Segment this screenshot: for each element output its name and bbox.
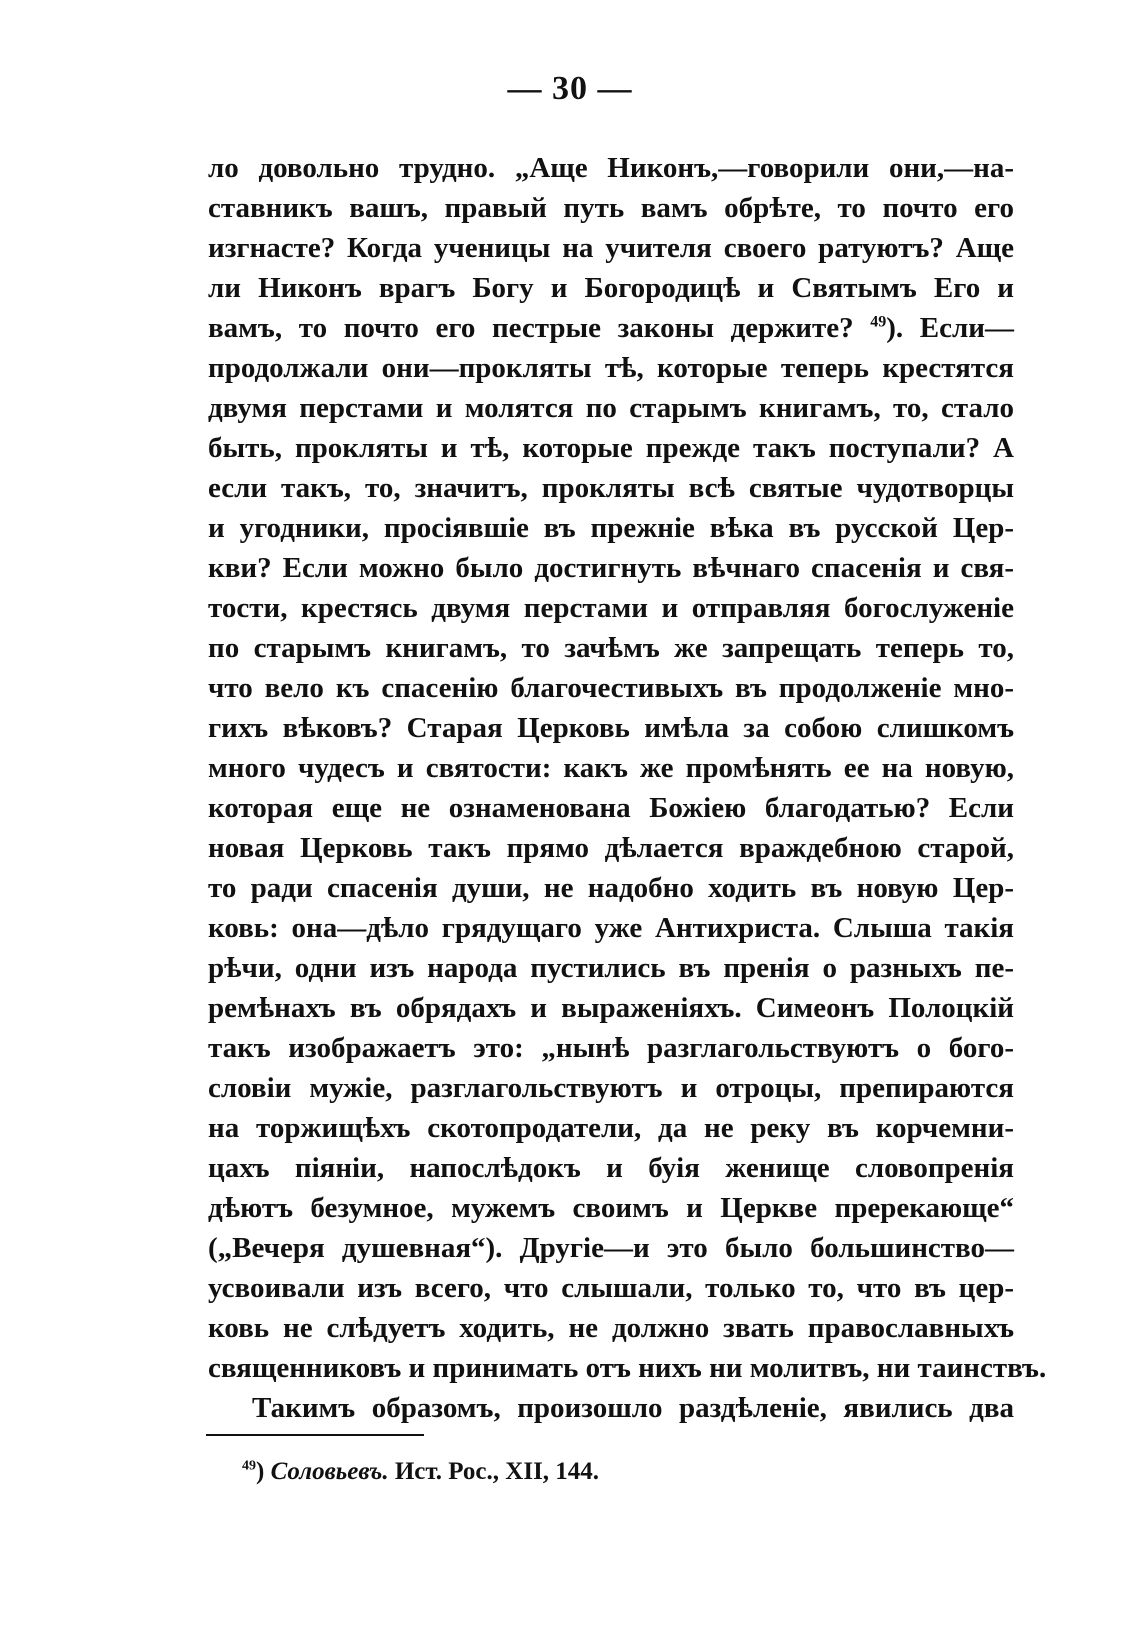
- text-line: новая Церковь такъ прямо дѣлается враждебною старой,: [208, 832, 1014, 864]
- text-line: если такъ, то, значитъ, прокляты всѣ святые чудотворцы: [208, 472, 1014, 504]
- text-line: ремѣнахъ въ обрядахъ и выраженіяхъ. Симеонъ Полоцкій: [208, 992, 1014, 1024]
- text-line-part: ). Если—: [886, 312, 1014, 344]
- footnote-reference: 49: [870, 313, 887, 331]
- text-line-paragraph-start: Такимъ образомъ, произошло раздѣленіе, явились два: [252, 1392, 1014, 1424]
- text-line: и угодники, просіявшіе въ прежніе вѣка въ русской Цер-: [208, 512, 1014, 544]
- text-line: словіи мужіе, разглагольствуютъ и отроцы, препираются: [208, 1072, 1014, 1104]
- text-line: дѣютъ безумное, мужемъ своимъ и Церкве пререкающе“: [208, 1192, 1014, 1224]
- text-line: по старымъ книгамъ, то зачѣмъ же запрещать теперь то,: [208, 632, 1014, 664]
- text-line: тости, крестясь двумя перстами и отправляя богослуженіе: [208, 592, 1014, 624]
- text-line: священниковъ и принимать отъ нихъ ни молитвъ, ни таинствъ.: [208, 1352, 1047, 1384]
- text-line: ставникъ вашъ, правый путь вамъ обрѣте, то почто его: [208, 192, 1014, 224]
- text-line-part: вамъ, то почто его пестрые законы держите?: [208, 312, 854, 344]
- footnote-paren: ): [256, 1458, 265, 1485]
- footnote-number: 49: [242, 1458, 256, 1474]
- text-line: изгнасте? Когда ученицы на учителя своего ратуютъ? Аще: [208, 232, 1014, 264]
- text-line: („Вечеря душевная“). Другіе—и это было большинство—: [208, 1232, 1014, 1264]
- body-text: [208, 148, 1047, 1428]
- text-line: усвоивали изъ всего, что слышали, только то, что въ цер-: [208, 1272, 1014, 1304]
- text-line: ло довольно трудно. „Аще Никонъ,—говорили они,—на-: [208, 152, 1014, 184]
- text-line: на торжищѣхъ скотопродатели, да не реку въ корчемни-: [208, 1112, 1014, 1144]
- text-line: такъ изображаетъ это: „нынѣ разглагольствуютъ о бого-: [208, 1032, 1014, 1064]
- text-line: ковь: она—дѣло грядущаго уже Антихриста. Слыша такія: [208, 912, 1014, 944]
- text-line: быть, прокляты и тѣ, которые прежде такъ поступали? А: [208, 432, 1014, 464]
- text-line: то ради спасенія души, не надобно ходить въ новую Цер-: [208, 872, 1014, 904]
- text-line: цахъ піяніи, напослѣдокъ и буія женище словопренія: [208, 1152, 1014, 1184]
- text-line: продолжали они—прокляты тѣ, которые теперь крестятся: [208, 352, 1014, 384]
- footnote: [242, 1458, 599, 1486]
- footnote-divider: [206, 1434, 424, 1436]
- text-line: которая еще не ознаменована Божіею благодатью? Если: [208, 792, 1014, 824]
- text-line-with-ref: [208, 308, 1014, 348]
- footnote-source: Ист. Рос., XII, 144.: [394, 1458, 600, 1485]
- text-line: что вело къ спасенію благочестивыхъ въ продолженіе мно-: [208, 672, 1014, 704]
- text-line: гихъ вѣковъ? Старая Церковь имѣла за собою слишкомъ: [208, 712, 1014, 744]
- text-line: двумя перстами и молятся по старымъ книгамъ, то, стало: [208, 392, 1014, 424]
- text-line: рѣчи, одни изъ народа пустились въ пренія о разныхъ пе-: [208, 952, 1014, 984]
- text-line: много чудесъ и святости: какъ же промѣнять ее на новую,: [208, 752, 1014, 784]
- page-number: — 30 —: [507, 70, 633, 107]
- footnote-author: Соловьевъ.: [270, 1458, 389, 1485]
- text-line: кви? Если можно было достигнуть вѣчнаго спасенія и свя-: [208, 552, 1014, 584]
- text-line: ковь не слѣдуетъ ходить, не должно звать православныхъ: [208, 1312, 1014, 1344]
- text-line: ли Никонъ врагъ Богу и Богородицѣ и Святымъ Его и: [208, 272, 1014, 304]
